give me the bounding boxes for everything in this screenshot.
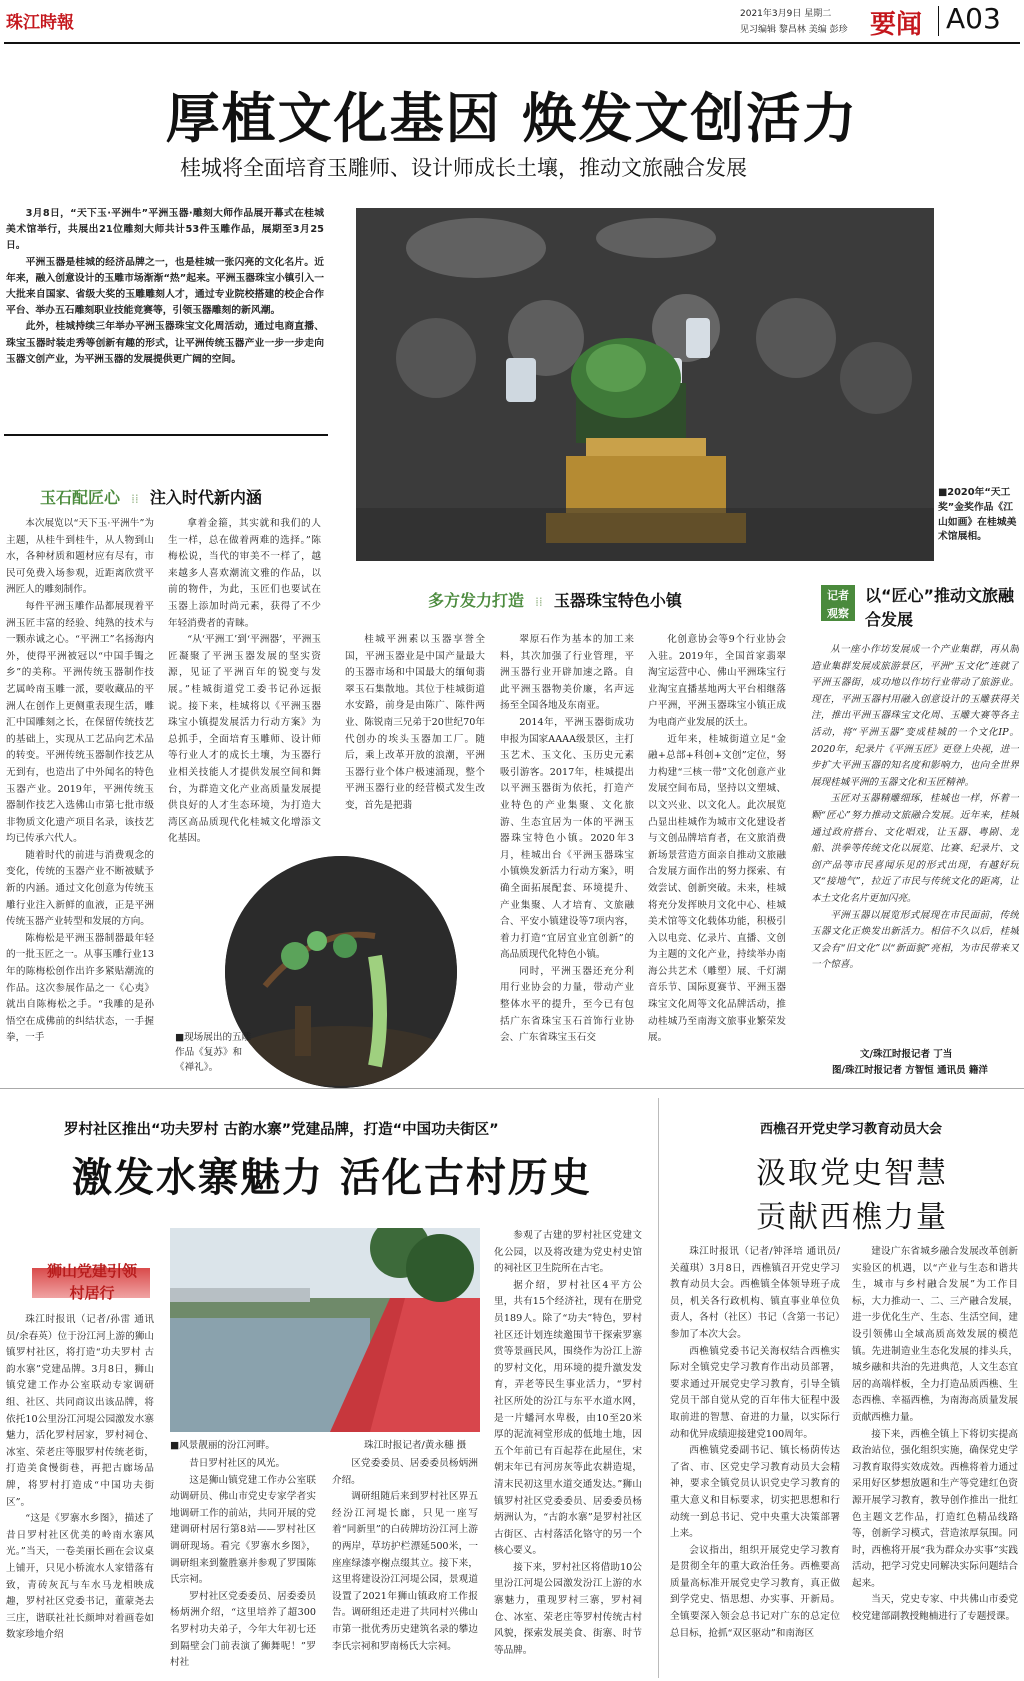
story3-divider	[658, 1098, 659, 1678]
commentary-paragraph: 从一座小作坊发展成一个产业集群，再从制造业集群发展成旅游景区，平洲“玉文化”连就了平洲玉器街，成功地以作坊行业带动了旅游业。现在，平洲玉器村用融入创意设计的玉雕获得关注，推出平洲玉器珠宝文化周、玉雕大赛等各主活动，将“平洲玉器”变成桂城的一个文化IP。2020年，纪录片《平洲玉匠》更登上央视，进一步扩大平洲玉器的知名度和影响力，也向全世界展现桂城平洲的玉器文化和玉匠精神。	[811, 644, 1019, 788]
byline-writer: 文/珠江时报记者 丁当	[860, 1049, 953, 1060]
body-paragraph: “从‘平洲工’到‘平洲器’，平洲玉匠凝聚了平洲玉器发展的坚实资源，见证了平洲百年的锐变与发展。”桂城街道党工委书记孙远振说。接下来，桂城将以《平洲玉器珠宝小镇提发展活力行动方案》为总抓手，全面培育玉雕师、设计师等行业人才的成长土壤，为玉器行业相关技能人才提供发展空间和舞台，为群造文化产业高质量发展提供良好的人才生态环境，为打造大湾区高品质现代化桂城文化增添文化基因。	[168, 634, 321, 845]
body-paragraph: 昔日罗村社区的风光。	[189, 1458, 286, 1469]
section2-dots: ⁞⁞	[535, 595, 543, 609]
section2-column-3	[648, 632, 786, 1072]
body-paragraph: 会议指出，组织开展党史学习教育是贯彻全年的重大政治任务。西樵要高质量高标准开展党史学习教育，真正做到学党史、悟思想、办实事、开新局。全镇要深入领会总书记对广东的总定位总目标，抢抓“双区驱动”和南海区	[670, 1544, 840, 1639]
body-paragraph: 建设广东省城乡融合发展改革创新实验区的机遇，以“产业与生态和谐共生，城市与乡村融合发展”为工作目标，大力推动一、二、三产融合发展，进一步优化生产、生态、生活空间，建设引领佛山全域高质高效发展的模范镇。先进制造业生态化发展的排头兵，城乡融和共治的先进典范，人文生态宜居的高端样板，全力打造品质西樵、生态西樵、幸福西樵，为南海高质量发展贡献西樵力量。	[852, 1246, 1018, 1423]
masthead-rule	[4, 42, 1020, 44]
body-paragraph: 翠原石作为基本的加工来料，其次加强了行业管理，平洲玉器行业开辟加速之路。自此平洲玉器物美价廉，名声远扬至全国各地及东南亚。	[500, 634, 634, 712]
section2-column-1	[345, 632, 485, 837]
story3-headline-line2: 贡献西樵力量	[756, 1200, 948, 1235]
body-paragraph: 珠江时报讯（记者/孙雷 通讯员/余春英）位于汾江河上游的狮山镇罗村社区，将打造“功夫罗村 古韵水寨”党建品牌。3月8日，狮山镇党建工作办公室联动专家调研组、社区、共同商议出该品牌，将依托10公里汾江河堤公园激发水寨魅力，活化罗村居家，罗村祠仓、冰室、荣老庄等服罗村传统老街，打造美食慢街巷，再把古廊场品牌，将罗村打造成“中国功夫街区”。	[6, 1314, 154, 1508]
body-paragraph: 陈梅松是平洲玉器制器最年轻的一批玉匠之一。从事玉雕行业13年的陈梅松创作出许多紧贴潮流的作品。这次参展作品之一《心夷》就出自陈梅松之手。“我雕的是孙悟空在成佛前的纠结状态，一手握拳，一手	[6, 932, 154, 1044]
lead-paragraph: 平洲玉器是桂城的经济品牌之一，也是桂城一张闪亮的文化名片。近年来，融入创意设计的玉雕市场渐渐“热”起来。平洲玉器珠宝小镇引入一大批来自国家、省级大奖的玉雕雕刻人才，通过专业院校搭建的校企合作平台、举办五石雕刻职业技能竞赛等，引领玉器雕刻的新风潮。	[6, 256, 324, 317]
photo-illustration	[356, 208, 934, 561]
main-subheadline: 桂城将全面培育玉雕师、设计师成长土壤，推动文旅融合发展	[180, 156, 747, 180]
byline-photo: 图/珠江时报记者 方智恒 通讯员 籍洋	[832, 1065, 988, 1076]
body-paragraph: 西樵镇党委副书记、镇长杨荫传达了省、市、区党史学习教育动员大会精神，要求全镇党员认识党史学习教育的重大意义和目标要求，切实把思想和行动统一到总书记、党中央重大决策部署上来。	[670, 1445, 840, 1540]
story3-kicker: 西樵召开党史学习教育动员大会	[760, 1122, 943, 1137]
body-paragraph: 西樵镇党委书记关海权结合西樵实际对全镇党史学习教育作出动员部署，要求通过开展党史学习教育，引导全镇党员干部自觉从党的百年伟大征程中汲取前进的智慧、奋进的力量，以实际行动和优异成绩迎接建党100周年。	[670, 1345, 840, 1440]
body-paragraph: 本次展览以“天下玉·平洲牛”为主题，从桂牛到桂牛，从人物到山水，各种材质和题材应有尽有，市民可免费入场参观，近距离欣赏平洲匠人的雕刻制作。	[6, 518, 154, 596]
body-paragraph: 拿着金箍，其实就和我们的人生一样，总在做着两难的选择。”陈梅松说，当代的审美不一样了，越来越多人喜欢潮流文雅的作品，以前的物件，为此，玉匠们也要试在玉器上添加时尚元素，获得了不少年轻消费者的青睐。	[168, 518, 321, 629]
body-paragraph: 桂城平洲素以玉器享誉全国，平洲玉器业是中国产量最大的玉器市场和中国最大的缅甸翡翠玉石集散地。其位于桂城街道水安路，前身是由陈广、陈件两业、陈锐南三兄弟于20世纪70年代创办的埃头玉器加工厂。随后，乘上改革开放的浪潮，平洲玉器行业个体户极速涌现，整个平洲玉器行业的经营模式发生改变，首先是把翡	[345, 634, 485, 811]
story3-column-1	[670, 1244, 840, 1678]
story2-logo-banner	[32, 1256, 150, 1310]
body-paragraph: 珠江时报讯（记者/钟泽培 通讯员/关蕴琪）3月8日，西樵镇召开党史学习教育动员大会。西樵镇全体领导班子成员，机关各行政机构、镇直事业单位负责人，各村（社区）书记（含第一书记）参加了本次大会。	[670, 1246, 840, 1340]
section1-dots: ⁞⁞	[131, 492, 139, 506]
page-number: A03	[946, 2, 1001, 35]
paper-name-logo: 珠江時報	[6, 13, 74, 33]
editors-credit: 见习编辑 黎昌林 美编 彭珍	[740, 25, 848, 35]
body-paragraph: 同时，平洲玉器还充分利用行业协会的力量，带动产业整体水平的提升，至今已有包括广东省珠宝玉石首饰行业协会、广东省珠宝玉石交	[500, 965, 634, 1044]
section1-title-black: 注入时代新内涵	[149, 488, 262, 507]
story2-column-3	[332, 1456, 478, 1678]
jade-sculpture-illustration	[225, 856, 457, 1088]
story2-column-4	[494, 1228, 642, 1678]
story3-column-2	[852, 1244, 1018, 1678]
body-paragraph: 调研组随后来到罗村社区界五经汾江河堤长廊，只见一座写着“同新里”的白砖牌坊汾江河上游的两岸，草坊护栏漂延500米，一座座绿漆亭榭点缀其立。接下来，这里将建设汾江河堤公园，景观道设置了2021年狮山镇政府工作报告。调研组还走进了共同村兴佛山市第一批优秀历史建筑名录的攀边李氏宗祠和罗南杨氏大宗祠。	[332, 1491, 478, 1652]
masthead	[0, 0, 1024, 46]
story2-photo-riverbank	[170, 1228, 480, 1432]
issue-date: 2021年3月9日 星期二	[740, 9, 832, 19]
body-paragraph: 参观了古建的罗村社区党建文化公园，以及将改建为党史村史馆的祠社区卫生院所在古宅。	[494, 1230, 642, 1275]
section1-column-1	[6, 516, 154, 1071]
story2-headline: 激发水寨魅力 活化古村历史	[72, 1155, 592, 1201]
header-divider	[938, 6, 939, 36]
lead-rule	[4, 434, 328, 436]
story2-photo-credit: 珠江时报记者/黄永穗 摄	[364, 1440, 467, 1451]
main-photo-caption: ■2020年“天工奖”金奖作品《江山如画》在桂城美术馆展相。	[938, 487, 1017, 543]
commentary-paragraph: 平洲玉器以展览形式展现在市民面前，传统玉器文化正焕发出新活力。相信不久以后，桂城又会有“旧文化”以“新面貌”亮相，为市民带来又一个惊喜。	[811, 909, 1019, 971]
main-headline: 厚植文化基因 焕发文创活力	[165, 87, 859, 150]
commentary-title: 以“匠心”推动文旅融合发展	[865, 586, 1015, 629]
commentary-tag: 记者观察	[821, 585, 855, 621]
photo2-caption: ■现场展出的五雕作品《复苏》和《禅礼》。	[175, 1032, 252, 1073]
lead-paragraph: 3月8日，“天下玉·平洲牛”平洲玉器·雕刻大师作品展开幕式在桂城美术馆举行，共展出21位雕刻大师共计53件玉雕作品，展期至3月25日。	[6, 208, 324, 252]
story2-kicker: 罗村社区推出“功夫罗村 古韵水寨”党建品牌，打造“中国功夫街区”	[64, 1122, 499, 1138]
section2-title-green: 多方发力打造	[428, 591, 525, 610]
section1-title-green: 玉石配匠心	[40, 488, 121, 507]
body-paragraph: 这是狮山镇党建工作办公室联动调研员、佛山市党史专家学者实地调研工作的前站，共同开展的党建调研村居行第8站——罗村社区调研现场。看完《罗寨水乡图》，调研组来到鳌胜寨并参观了罗围陈氏宗祠。	[170, 1474, 316, 1586]
page-section-divider	[0, 1088, 1024, 1089]
body-paragraph: 当天，党史专家、中共佛山市委党校党建部副教授鲍楠进行了专题授课。	[852, 1594, 1018, 1623]
photo-jade-sculpture	[225, 856, 457, 1088]
story2-column-1	[6, 1312, 154, 1678]
section2-heading	[428, 588, 682, 611]
story2-photo-caption: ■风景靓丽的汾江河畔。	[170, 1440, 276, 1451]
body-paragraph: “这是《罗寨水乡图》，描述了昔日罗村社区优美的岭南水寨风光。”当天，一卷美丽长画在会议桌上铺开，只见小桥流水人家错落有致，青砖灰瓦与车水马龙相映成趣，罗村社区党委书记，董蒙尧去三庄，谐联社社长颜坤对着画卷如数家珍地介绍	[6, 1513, 154, 1641]
body-paragraph: 罗村社区党委委员、居委委员杨炳洲介绍，“这里培养了超300名罗村功夫弟子，今年大年初七还到隔壁会门前表演了狮舞呢！”罗村社	[170, 1590, 316, 1669]
body-paragraph: 每件平洲玉雕作品都展现着平洲玉匠丰富的经验、纯熟的技术与一颗赤诚之心。“平洲工”名扬海内外，使得平洲被冠以“中国手镯之乡”的美称。平洲传统玉器制作技艺属岭南玉雕一派，要收藏品的平洲人在创作上更侧重表现生活，雕汇中国雕刻之长，在保留传统技艺的基础上，实现从工艺品向艺术品的转变。平洲传统玉器制作技艺从无到有，也造出了中外闻名的特色玉器产业。2019年，平洲传统玉器制作技艺入选佛山市第七批市级非物质文化遗产项目名录，该技艺均已传承六代人。	[6, 600, 154, 845]
section-label: 要闻	[870, 10, 923, 40]
section2-column-2	[500, 632, 634, 1072]
main-photo-jade-exhibit	[356, 208, 934, 561]
body-paragraph: 化创意协会等9个行业协会入驻。2019年，全国首家翡翠淘宝运营中心、佛山平洲珠宝行业淘宝直播基地两大平台相继落户平洲，平洲玉器珠宝小镇正成为电商产业发展的沃土。	[648, 634, 786, 728]
body-paragraph: 区党委委员、居委委员杨炳洲介绍。	[332, 1458, 478, 1486]
body-paragraph: 据介绍，罗村社区4平方公里，共有15个经济社，现有在册党员189人。除了“功夫”特色，罗村社区还计划连续邀围节干探索罗寨赏等景画民风，围绕作为汾江上游的罗村文化，用环境的提升激发发育，弄老等民生事业活力，“罗村社区所处的汾江与东平水道水网，是一片蟠河水卑极，由10至20米厚的泥流祠堂形成的低地土地，因五个年前已有百起荐在此屋住，宋朝末年已有河房灰等此农耕造堤，清末民初这里水道交通发达。”狮山镇罗村社区党委委员、居委委员杨炳洲认为，“古韵水寨”是罗村社区古街区、古村落活化铬守的另一个核心要义。	[494, 1279, 642, 1557]
body-paragraph: 接下来，西樵全镇上下将切实提高政治站位，强化组织实施，确保党史学习教育取得实效成效。西樵将着力通过采用好区梦想放题和生产等党建红色资源开展学习教育，教导创作推出一批红色主题文艺作品，打造红色精品线路等，创新学习模式，营造浓厚氛围。同时，西樵将开展“我为群众办实事”实践活动，把学习党史同解决实际问题结合起来。	[852, 1428, 1018, 1589]
lead-paragraph: 此外，桂城持续三年举办平洲玉器珠宝文化周活动，通过电商直播、珠宝玉器时装走秀等创新有趣的形式，让平洲传统玉器产业一步一步走向玉器文创产业，为平洲玉器的发展提供更广阔的空间。	[6, 321, 324, 365]
section1-column-2	[168, 516, 321, 848]
section2-title-black: 玉器珠宝特色小镇	[553, 591, 682, 610]
riverbank-illustration	[170, 1228, 480, 1432]
story3-headline-line1: 汲取党史智慧	[756, 1156, 948, 1191]
logo-text: 狮山党建引领 村居行	[46, 1262, 137, 1302]
story2-column-2	[170, 1456, 316, 1678]
lead-paragraphs	[6, 206, 324, 416]
commentary-paragraph: 玉匠对玉器精雕细琢，桂城也一样，怀着一颗“匠心”努力推动文旅融合发展。近年来，桂城通过政府搭台、文化唱戏，让玉器、粤剧、龙船、洪拳等传统文化以展览、比赛、纪录片、文创产品等市民喜闻乐见的形式出现，有越好玩又“接地气”，拉近了市民与传统文化的距离，让本土文化名片更加闪亮。	[811, 793, 1019, 904]
section1-heading	[40, 485, 262, 508]
commentary-body	[811, 642, 1019, 1040]
body-paragraph: 近年来，桂城街道立足“金融+总部+科创+文创”定位，努力构建“三核一带”文化创意产业发展空间布局，坚持以文塑城、以文兴业、以文化人。此次展览凸显出桂城作为城市文化建设者与文创品牌培育者，在文旅消费新场景营造方面亲自推动文旅融合发展方面作出的努力探索、有效尝试、创新突破。未来，桂城将充分发挥映月文化中心、桂城美术馆等文化载体功能，积极引入以电竞、亿录片、直播、文创为主题的文化产业，持续举办南海公共艺术（雕塑）展、千灯湖音乐节、国际夏赛节、平洲玉器珠宝文化周等文化品牌活动，推动桂城乃至南海文旅事业繁荣发展。	[648, 733, 786, 1044]
body-paragraph: 2014年，平洲玉器街成功申报为国家AAAA级景区，主打玉艺术、玉文化、玉历史元素吸引游客。2017年，桂城提出以平洲玉器街为依托，打造产业特色的产业集聚、文化旅游、生态宜居为一体的平洲玉器珠宝特色小镇。2020年3月，桂城出台《平洲玉器珠宝小镇焕发新活力行动方案》，明确全面拓展配套、环境提升、产业集聚、人才培育、文旅融合、平安小镇建设等7项内容，着力打造“宜居宜业宜创新”的高品质现代化特色小镇。	[500, 716, 634, 961]
body-paragraph: 接下来，罗村社区将借助10公里汾江河堤公园激发汾江上游的水寨魅力，重现罗村三寨，罗村祠仓、冰室、荣老庄等罗村传统古村风貌，探索发展美食、街寨、时节等品牌。	[494, 1561, 642, 1656]
body-paragraph: 随着时代的前进与消费观念的变化，传统的玉器产业不断被赋予新的内涵。通过文化创意为传统玉雕行业注入新鲜的血液，正是平洲传统玉器产业转型和发展的方向。	[6, 849, 154, 928]
